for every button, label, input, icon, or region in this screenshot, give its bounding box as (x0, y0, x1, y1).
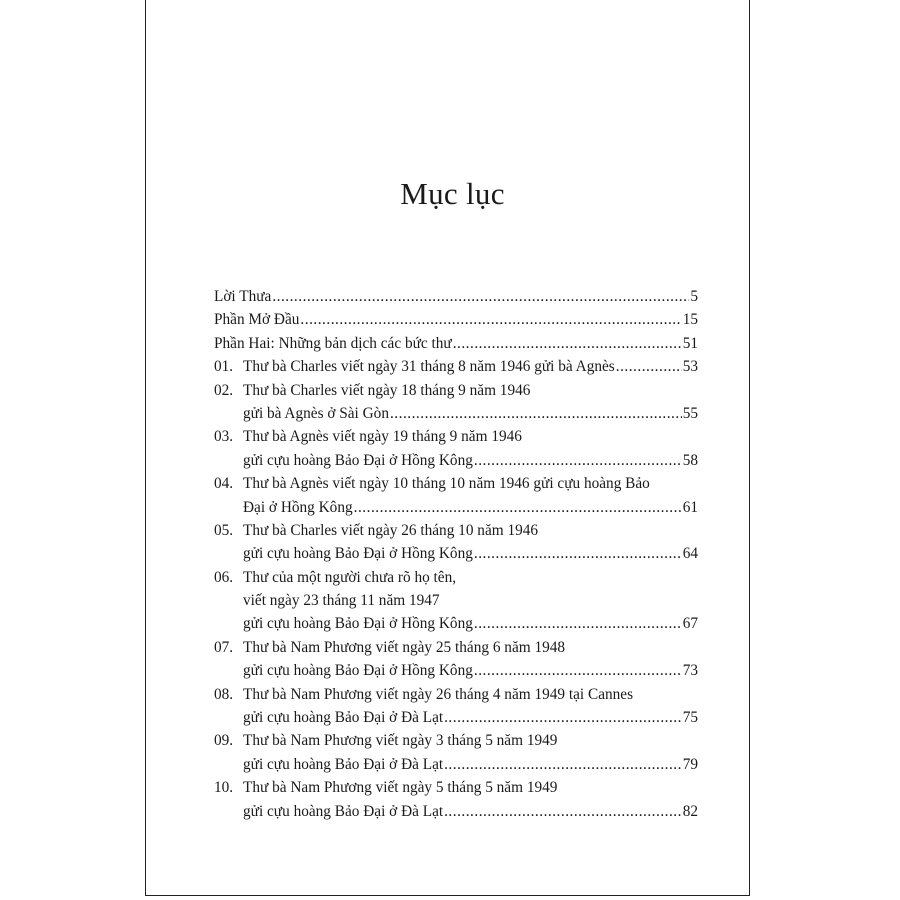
toc-page-number: 58 (682, 451, 698, 469)
toc-page-number: 51 (682, 334, 698, 352)
toc-entry-title: Thư bà Charles viết ngày 26 tháng 10 năm 1946 (243, 521, 539, 539)
toc-entry-line (214, 355, 698, 378)
dot-leader (474, 612, 682, 635)
toc-entry-number: 02. (214, 381, 234, 399)
toc-entry-title: Thư bà Nam Phương viết ngày 5 tháng 5 năm 1949 (243, 779, 558, 797)
dot-leader (444, 706, 682, 729)
toc-page-number: 75 (682, 709, 698, 727)
toc-entry-number: 01. (214, 358, 234, 376)
toc-entry-title: viết ngày 23 tháng 11 năm 1947 (243, 592, 440, 610)
toc-entry-title: gửi cựu hoàng Bảo Đại ở Hồng Kông (243, 451, 473, 469)
toc-entry-number: 10. (214, 779, 234, 797)
toc-entry-number: 07. (214, 638, 234, 656)
toc-entry-title: Thư của một người chưa rõ họ tên, (243, 568, 457, 586)
toc-page-number: 73 (682, 662, 698, 680)
toc-entry-line (214, 285, 698, 308)
toc-entry-title: Thư bà Nam Phương viết ngày 25 tháng 6 năm 1948 (243, 638, 566, 656)
dot-leader (453, 332, 682, 355)
toc-page-number: 79 (682, 755, 698, 773)
toc-entry[interactable] (214, 566, 698, 636)
toc-entry-number: 09. (214, 732, 234, 750)
toc-entry-title: gửi cựu hoàng Bảo Đại ở Hồng Kông (243, 662, 473, 680)
toc-page-number: 64 (682, 545, 698, 563)
dot-leader (474, 542, 682, 565)
dot-leader (474, 449, 682, 472)
toc-entry[interactable] (214, 472, 698, 519)
table-of-contents (214, 285, 698, 823)
toc-page-number: 61 (682, 498, 698, 516)
toc-entry[interactable] (214, 729, 698, 776)
toc-page-number: 53 (682, 358, 698, 376)
toc-page-number: 55 (682, 404, 698, 422)
toc-page-number: 15 (682, 311, 698, 329)
toc-entry-title: gửi cựu hoàng Bảo Đại ở Hồng Kông (243, 545, 473, 563)
toc-entry-title: gửi cựu hoàng Bảo Đại ở Đà Lạt (243, 755, 444, 773)
toc-entry-line (214, 706, 698, 729)
toc-entry-line (214, 612, 698, 635)
toc-entry[interactable] (214, 519, 698, 566)
toc-entry-line (214, 449, 698, 472)
toc-entry-line (214, 308, 698, 331)
toc-entry-title: gửi bà Agnès ở Sài Gòn (243, 404, 389, 422)
toc-entry-title: Đại ở Hồng Kông (243, 498, 353, 516)
toc-entry-line (214, 425, 698, 448)
dot-leader (354, 496, 682, 519)
toc-page-number: 67 (682, 615, 698, 633)
toc-entry-number: 04. (214, 475, 234, 493)
dot-leader (272, 285, 689, 308)
toc-entry-line (214, 472, 698, 495)
page-title: Mục lục (400, 176, 505, 211)
toc-entry[interactable] (214, 379, 698, 426)
toc-entry-line (214, 332, 698, 355)
toc-entry[interactable] (214, 332, 698, 355)
toc-entry-number: 05. (214, 521, 234, 539)
toc-entry[interactable] (214, 776, 698, 823)
toc-entry-number: 08. (214, 685, 234, 703)
dot-leader (444, 800, 682, 823)
toc-entry-title: Thư bà Nam Phương viết ngày 3 tháng 5 năm 1949 (243, 732, 558, 750)
toc-entry-title: gửi cựu hoàng Bảo Đại ở Hồng Kông (243, 615, 473, 633)
dot-leader (616, 355, 682, 378)
toc-entry[interactable] (214, 636, 698, 683)
toc-entry-line (214, 566, 698, 589)
toc-page-number: 5 (690, 288, 698, 305)
toc-entry[interactable] (214, 425, 698, 472)
toc-entry-line (214, 589, 698, 612)
toc-entry-line (214, 729, 698, 752)
toc-entry-line (214, 683, 698, 706)
toc-entry-line (214, 636, 698, 659)
toc-entry[interactable] (214, 683, 698, 730)
toc-entry-title: Thư bà Agnès viết ngày 10 tháng 10 năm 1946 gửi cựu hoàng Bảo (243, 475, 650, 493)
toc-entry-title: Thư bà Nam Phương viết ngày 26 tháng 4 năm 1949 tại Cannes (243, 685, 634, 703)
dot-leader (390, 402, 682, 425)
toc-entry-title: Thư bà Charles viết ngày 18 tháng 9 năm 1946 (243, 381, 531, 399)
toc-entry[interactable] (214, 308, 698, 331)
toc-entry-number: 06. (214, 568, 234, 586)
dot-leader (474, 659, 682, 682)
toc-entry-line (214, 776, 698, 799)
toc-entry-line (214, 402, 698, 425)
toc-entry-line (214, 379, 698, 402)
toc-entry-title: Thư bà Charles viết ngày 31 tháng 8 năm 1946 gửi bà Agnès (243, 358, 615, 376)
toc-entry-line (214, 659, 698, 682)
toc-entry-number: 03. (214, 428, 234, 446)
dot-leader (300, 308, 681, 331)
toc-entry-title: gửi cựu hoàng Bảo Đại ở Đà Lạt (243, 802, 444, 820)
toc-entry-title: Lời Thưa (214, 288, 272, 305)
toc-entry-title: gửi cựu hoàng Bảo Đại ở Đà Lạt (243, 709, 444, 727)
toc-entry-line (214, 496, 698, 519)
toc-entry-line (214, 542, 698, 565)
toc-entry-title: Phần Hai: Những bản dịch các bức thư (214, 334, 452, 352)
toc-page-number: 82 (682, 802, 698, 820)
toc-entry-title: Thư bà Agnès viết ngày 19 tháng 9 năm 1946 (243, 428, 522, 446)
toc-entry-line (214, 800, 698, 823)
toc-entry-line (214, 753, 698, 776)
toc-entry[interactable] (214, 355, 698, 378)
toc-entry-title: Phần Mở Đầu (214, 311, 300, 329)
toc-entry[interactable] (214, 285, 698, 308)
toc-entry-line (214, 519, 698, 542)
dot-leader (444, 753, 682, 776)
